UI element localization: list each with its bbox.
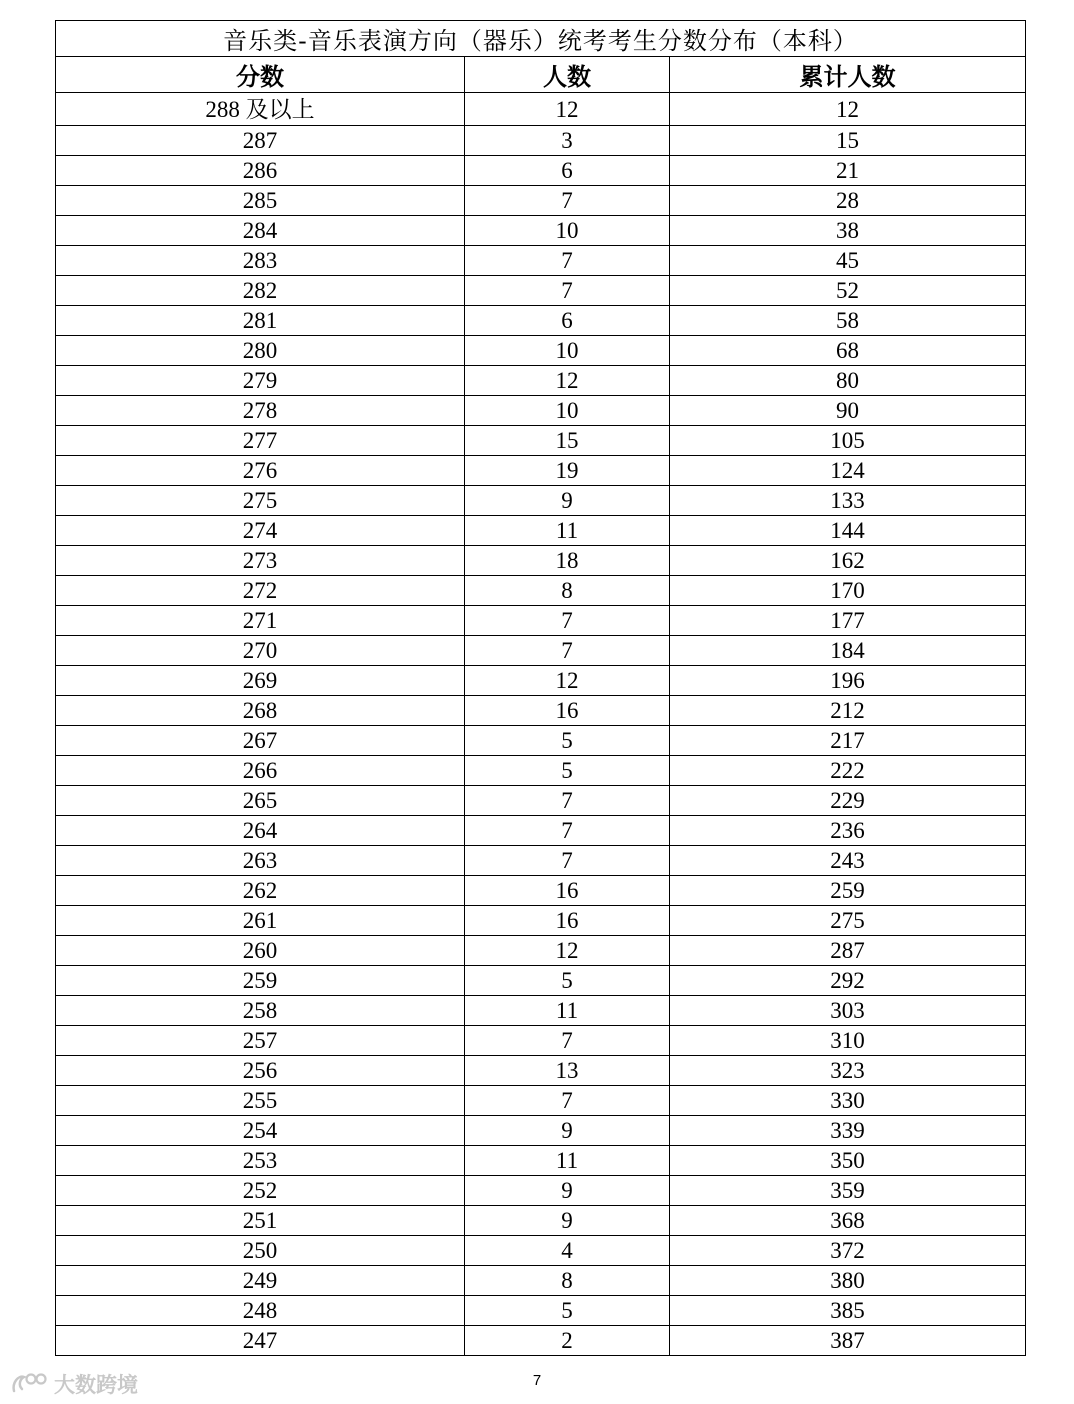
count-cell: 12: [465, 93, 670, 126]
cumulative-cell: 243: [670, 846, 1026, 876]
table-row: [56, 906, 1026, 936]
score-cell: 267: [56, 726, 465, 756]
cumulative-cell: 368: [670, 1206, 1026, 1236]
table-row: [56, 1026, 1026, 1056]
cumulative-cell: 196: [670, 666, 1026, 696]
cumulative-cell: 385: [670, 1296, 1026, 1326]
score-cell: 256: [56, 1056, 465, 1086]
table-row: [56, 426, 1026, 456]
table-title: 音乐类-音乐表演方向（器乐）统考考生分数分布（本科）: [56, 21, 1026, 57]
table-row: [56, 1086, 1026, 1116]
cumulative-cell: 28: [670, 186, 1026, 216]
count-cell: 10: [465, 396, 670, 426]
table-row: [56, 186, 1026, 216]
cumulative-cell: 58: [670, 306, 1026, 336]
score-cell: 247: [56, 1326, 465, 1356]
table-row: [56, 1146, 1026, 1176]
count-cell: 11: [465, 1146, 670, 1176]
cumulative-cell: 162: [670, 546, 1026, 576]
score-cell: 271: [56, 606, 465, 636]
count-cell: 16: [465, 876, 670, 906]
table-body: [56, 93, 1026, 1356]
cumulative-cell: 212: [670, 696, 1026, 726]
score-cell: 250: [56, 1236, 465, 1266]
cumulative-cell: 236: [670, 816, 1026, 846]
column-header-cumulative: 累计人数: [670, 57, 1026, 93]
cumulative-cell: 133: [670, 486, 1026, 516]
score-cell: 265: [56, 786, 465, 816]
cumulative-cell: 217: [670, 726, 1026, 756]
score-cell: 252: [56, 1176, 465, 1206]
cumulative-cell: 184: [670, 636, 1026, 666]
score-cell: 259: [56, 966, 465, 996]
cumulative-cell: 38: [670, 216, 1026, 246]
count-cell: 11: [465, 996, 670, 1026]
score-cell: 261: [56, 906, 465, 936]
score-cell: 270: [56, 636, 465, 666]
score-cell: 255: [56, 1086, 465, 1116]
cumulative-cell: 90: [670, 396, 1026, 426]
table-row: [56, 876, 1026, 906]
count-cell: 16: [465, 906, 670, 936]
table-row: [56, 1176, 1026, 1206]
score-cell: 281: [56, 306, 465, 336]
cumulative-cell: 359: [670, 1176, 1026, 1206]
count-cell: 12: [465, 366, 670, 396]
score-cell: 283: [56, 246, 465, 276]
count-cell: 6: [465, 156, 670, 186]
cumulative-cell: 170: [670, 576, 1026, 606]
table-row: [56, 336, 1026, 366]
count-cell: 4: [465, 1236, 670, 1266]
count-cell: 9: [465, 486, 670, 516]
table-title-row: [56, 21, 1026, 57]
count-cell: 10: [465, 216, 670, 246]
score-cell: 269: [56, 666, 465, 696]
score-cell: 263: [56, 846, 465, 876]
cumulative-cell: 287: [670, 936, 1026, 966]
score-cell: 286: [56, 156, 465, 186]
cumulative-cell: 229: [670, 786, 1026, 816]
score-cell: 257: [56, 1026, 465, 1056]
table-row: [56, 1116, 1026, 1146]
table-row: [56, 756, 1026, 786]
score-cell: 260: [56, 936, 465, 966]
column-header-count: 人数: [465, 57, 670, 93]
table-row: [56, 666, 1026, 696]
cumulative-cell: 144: [670, 516, 1026, 546]
count-cell: 7: [465, 846, 670, 876]
cumulative-cell: 105: [670, 426, 1026, 456]
count-cell: 7: [465, 606, 670, 636]
count-cell: 9: [465, 1116, 670, 1146]
table-row: [56, 1296, 1026, 1326]
count-cell: 13: [465, 1056, 670, 1086]
count-cell: 12: [465, 936, 670, 966]
score-cell: 253: [56, 1146, 465, 1176]
count-cell: 15: [465, 426, 670, 456]
score-cell: 248: [56, 1296, 465, 1326]
table-row: [56, 396, 1026, 426]
table-row: [56, 936, 1026, 966]
score-cell: 268: [56, 696, 465, 726]
score-cell: 266: [56, 756, 465, 786]
score-cell: 275: [56, 486, 465, 516]
cumulative-cell: 45: [670, 246, 1026, 276]
cumulative-cell: 222: [670, 756, 1026, 786]
table-row: [56, 156, 1026, 186]
table-row: [56, 366, 1026, 396]
score-cell: 274: [56, 516, 465, 546]
score-cell: 285: [56, 186, 465, 216]
cumulative-cell: 275: [670, 906, 1026, 936]
cumulative-cell: 15: [670, 126, 1026, 156]
cumulative-cell: 259: [670, 876, 1026, 906]
cumulative-cell: 80: [670, 366, 1026, 396]
table-row: [56, 216, 1026, 246]
count-cell: 10: [465, 336, 670, 366]
table-row: [56, 546, 1026, 576]
score-cell: 287: [56, 126, 465, 156]
cumulative-cell: 21: [670, 156, 1026, 186]
count-cell: 9: [465, 1206, 670, 1236]
count-cell: 6: [465, 306, 670, 336]
cumulative-cell: 52: [670, 276, 1026, 306]
table-row: [56, 1326, 1026, 1356]
score-cell: 284: [56, 216, 465, 246]
count-cell: 7: [465, 276, 670, 306]
score-cell: 278: [56, 396, 465, 426]
count-cell: 8: [465, 576, 670, 606]
count-cell: 7: [465, 816, 670, 846]
score-cell: 280: [56, 336, 465, 366]
cumulative-cell: 350: [670, 1146, 1026, 1176]
table-row: [56, 1266, 1026, 1296]
cumulative-cell: 310: [670, 1026, 1026, 1056]
count-cell: 12: [465, 666, 670, 696]
count-cell: 7: [465, 246, 670, 276]
score-cell: 262: [56, 876, 465, 906]
cumulative-cell: 303: [670, 996, 1026, 1026]
score-cell: 279: [56, 366, 465, 396]
score-cell: 277: [56, 426, 465, 456]
table-row: [56, 636, 1026, 666]
count-cell: 7: [465, 1086, 670, 1116]
count-cell: 8: [465, 1266, 670, 1296]
table-row: [56, 93, 1026, 126]
table-row: [56, 276, 1026, 306]
cumulative-cell: 68: [670, 336, 1026, 366]
table-row: [56, 306, 1026, 336]
watermark-text: 大数跨境: [54, 1373, 138, 1397]
table-row: [56, 576, 1026, 606]
table-row: [56, 126, 1026, 156]
table-row: [56, 696, 1026, 726]
count-cell: 19: [465, 456, 670, 486]
table-row: [56, 606, 1026, 636]
cumulative-cell: 330: [670, 1086, 1026, 1116]
count-cell: 7: [465, 1026, 670, 1056]
cumulative-cell: 372: [670, 1236, 1026, 1266]
score-cell: 251: [56, 1206, 465, 1236]
count-cell: 7: [465, 786, 670, 816]
table-row: [56, 846, 1026, 876]
cumulative-cell: 12: [670, 93, 1026, 126]
score-cell: 254: [56, 1116, 465, 1146]
score-cell: 282: [56, 276, 465, 306]
count-cell: 5: [465, 756, 670, 786]
cumulative-cell: 339: [670, 1116, 1026, 1146]
count-cell: 11: [465, 516, 670, 546]
count-cell: 18: [465, 546, 670, 576]
count-cell: 5: [465, 726, 670, 756]
cumulative-cell: 380: [670, 1266, 1026, 1296]
count-cell: 2: [465, 1326, 670, 1356]
table-row: [56, 246, 1026, 276]
cumulative-cell: 177: [670, 606, 1026, 636]
cumulative-cell: 124: [670, 456, 1026, 486]
page-number: 7: [532, 1372, 542, 1389]
table-row: [56, 1236, 1026, 1266]
table-row: [56, 486, 1026, 516]
table-header-row: [56, 57, 1026, 93]
count-cell: 3: [465, 126, 670, 156]
table-row: [56, 726, 1026, 756]
table-row: [56, 786, 1026, 816]
score-cell: 264: [56, 816, 465, 846]
table-row: [56, 816, 1026, 846]
table-row: [56, 456, 1026, 486]
count-cell: 16: [465, 696, 670, 726]
score-cell: 288 及以上: [56, 93, 465, 126]
count-cell: 7: [465, 186, 670, 216]
count-cell: 7: [465, 636, 670, 666]
table-row: [56, 966, 1026, 996]
table-row: [56, 996, 1026, 1026]
table-row: [56, 1056, 1026, 1086]
table-row: [56, 1206, 1026, 1236]
cumulative-cell: 292: [670, 966, 1026, 996]
score-distribution-table: [55, 20, 1026, 1356]
table-row: [56, 516, 1026, 546]
score-cell: 276: [56, 456, 465, 486]
count-cell: 9: [465, 1176, 670, 1206]
score-cell: 273: [56, 546, 465, 576]
count-cell: 5: [465, 966, 670, 996]
column-header-score: 分数: [56, 57, 465, 93]
cumulative-cell: 387: [670, 1326, 1026, 1356]
count-cell: 5: [465, 1296, 670, 1326]
score-cell: 249: [56, 1266, 465, 1296]
score-cell: 272: [56, 576, 465, 606]
cumulative-cell: 323: [670, 1056, 1026, 1086]
score-cell: 258: [56, 996, 465, 1026]
